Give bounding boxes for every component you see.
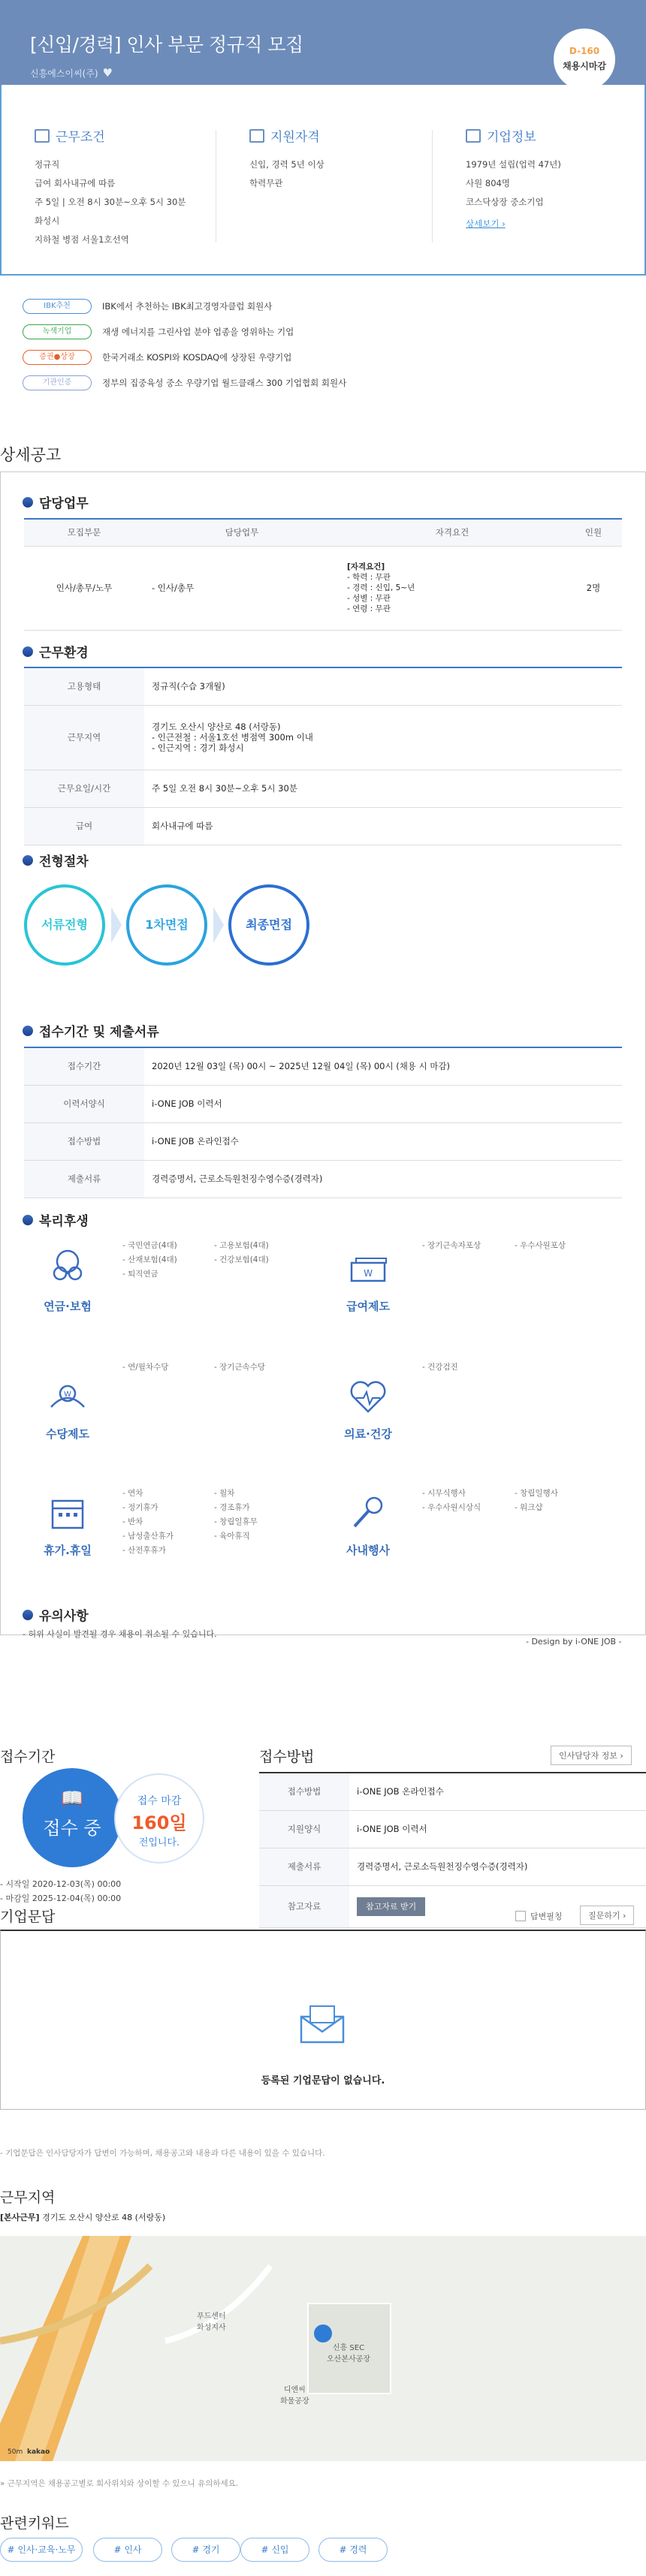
ask-button[interactable]: 질문하기 ›	[580, 1906, 634, 1925]
process-step-3: 최종면접	[228, 884, 309, 966]
status-circle: 📖 접수 중	[23, 1768, 122, 1867]
tag-text: IBK에서 추천하는 IBK최고경영자클럽 회원사	[102, 301, 273, 312]
qualification-col: 지원자격 신입, 경력 5년 이상 학력무관	[249, 130, 325, 188]
company-name[interactable]: 신흥에스이씨(주) ♥	[30, 66, 113, 80]
heart-icon	[346, 1374, 391, 1419]
keyword-chip[interactable]: # 인사·교육·노무	[0, 2538, 83, 2562]
envelope-icon	[298, 2003, 346, 2045]
dday-badge: D-160 채용시마감	[554, 29, 615, 90]
summary-box	[0, 85, 646, 276]
welfare-holiday: 휴가.휴일	[19, 1490, 116, 1558]
tag-pill: 녹색기업	[23, 324, 92, 339]
calendar-icon	[45, 1490, 90, 1535]
caution-heading: 유의사항	[23, 1605, 89, 1624]
building-icon	[35, 129, 50, 143]
process-step-2: 1차면접	[126, 884, 207, 966]
qa-empty-box: 등록된 기업문답이 없습니다.	[0, 1930, 646, 2110]
method-title: 접수방법	[259, 1749, 315, 1765]
qa-title: 기업문답	[0, 1909, 56, 1925]
tag-row	[23, 350, 291, 365]
book-icon: 📖	[61, 1788, 83, 1809]
job-title: [신입/경력] 인사 부문 정규직 모집	[30, 34, 303, 56]
bullet-icon	[23, 1610, 33, 1620]
environment-heading: 근무환경	[23, 642, 89, 661]
welfare-allowance: W 수당제도	[19, 1374, 116, 1442]
remain-circle: 접수 마감 160일 전입니다.	[114, 1773, 204, 1863]
apply-table: 접수기간 2020년 12월 03일 (목) 00시 ~ 2025년 12월 04일 (목) 00시 (채용 시 마감) 이력서양식 i-ONE JOB 이력서 접수방법 i-ONE JOB 온라인접수 제출서류 경력증명서, 근로소득원천징수영수증(경력자)	[24, 1047, 622, 1198]
bullet-icon	[23, 1215, 33, 1225]
tag-text: 재생 에너지를 그린사업 분야 업종을 영위하는 기업	[102, 327, 294, 337]
keywords-title: 관련키워드	[0, 2515, 69, 2532]
tag-row	[23, 299, 272, 314]
coins-icon	[45, 1374, 90, 1419]
welfare-salary: W 급여제도	[319, 1246, 417, 1314]
keyword-chip[interactable]: # 신입	[240, 2538, 309, 2562]
welfare-heading: 복리후생	[23, 1210, 89, 1229]
job-header	[0, 0, 646, 85]
bullet-icon	[23, 497, 33, 508]
duties-table: 모집부문 담당업무 자격요건 인원 인사/총무/노무 - 인사/총무 [자격요건] - 학력 : 무관 - 경력 : 신입, 5~년 - 성별 : 무관 - 연령 : 무관 2명	[24, 518, 622, 631]
company-col: 기업정보 1979년 설립(업력 47년) 사원 804명 코스닥상장 중소기업 상세보기 ›	[466, 130, 561, 229]
address: [본사근무] 경기도 오산시 양산로 48 (서랑동)	[0, 2213, 166, 2222]
design-credit: - Design by i-ONE JOB -	[526, 1637, 622, 1647]
keyword-chip[interactable]: # 경기	[171, 2538, 240, 2562]
process-heading: 전형절차	[23, 851, 89, 869]
tag-pill: IBK추천	[23, 299, 92, 314]
apply-heading: 접수기간 및 제출서류	[23, 1021, 159, 1040]
svg-text:W: W	[364, 1268, 373, 1279]
period-title: 접수기간	[0, 1749, 56, 1765]
keyword-chip[interactable]: # 인사	[93, 2538, 162, 2562]
tag-pill: 기관인증	[23, 375, 92, 390]
tag-text: 정부의 집중육성 중소 우량기업 월드클래스 300 기업협회 회원사	[102, 378, 347, 388]
bullet-icon	[23, 646, 33, 657]
location-title: 근무지역	[0, 2189, 56, 2206]
card-icon	[249, 129, 264, 143]
tag-pill: 증권●상장	[23, 350, 92, 365]
manager-info-button[interactable]: 인사담당자 정보 ›	[551, 1746, 632, 1765]
heart-icon[interactable]: ♥	[102, 66, 113, 80]
answer-checkbox[interactable]: 답변필칭	[515, 1910, 563, 1922]
welfare-events: 사내행사	[319, 1490, 417, 1558]
glasses-icon	[45, 1246, 90, 1291]
method-table: 접수방법 i-ONE JOB 온라인접수 지원양식 i-ONE JOB 이력서 제출서류 경력증명서, 근로소득원천징수영수증(경력자) 참고자료 참고자료 받기	[259, 1772, 646, 1928]
svg-text:W: W	[64, 1390, 71, 1399]
process-step-1: 서류전형	[24, 884, 105, 966]
bullet-icon	[23, 855, 33, 866]
welfare-pension: 연금·보험	[19, 1246, 116, 1314]
reference-download-button[interactable]: 참고자료 받기	[357, 1897, 425, 1916]
environment-table: 고용형태 정규직(수습 3개월) 근무지역 경기도 오산시 양산로 48 (서랑동) - 인근전철 : 서울1호선 병점역 300m 이내 - 인근지역 : 경기 화성시 근무요일/시간 주 5일 오전 8시 30분~오후 5시 30분 급여 회사내규에 따름	[24, 667, 622, 845]
welfare-medical: 의료·건강	[319, 1374, 417, 1442]
detail-section-title: 상세공고	[0, 446, 62, 464]
tag-row	[23, 324, 294, 339]
company-detail-link[interactable]: 상세보기 ›	[466, 218, 506, 229]
tag-text: 한국거래소 KOSPI와 KOSDAQ에 상장된 우량기업	[102, 352, 292, 363]
conditions-col: 근무조건 정규직 급여 회사내규에 따름 주 5일 | 오전 8시 30분~오후 5시 30분 화성시 지하철 병점 서울1호선역	[35, 130, 186, 245]
money-icon	[346, 1246, 391, 1291]
duties-heading: 담당업무	[23, 493, 89, 511]
bullet-icon	[23, 1026, 33, 1036]
tag-row	[23, 375, 346, 390]
mic-icon	[346, 1490, 391, 1535]
map[interactable]: 푸드센터 화성지사 신흥 SEC 오산본사공장 디엔씨 화물공장 50m kakao	[0, 2236, 646, 2461]
company-icon	[466, 129, 481, 143]
keyword-chip[interactable]: # 경력	[318, 2538, 388, 2562]
